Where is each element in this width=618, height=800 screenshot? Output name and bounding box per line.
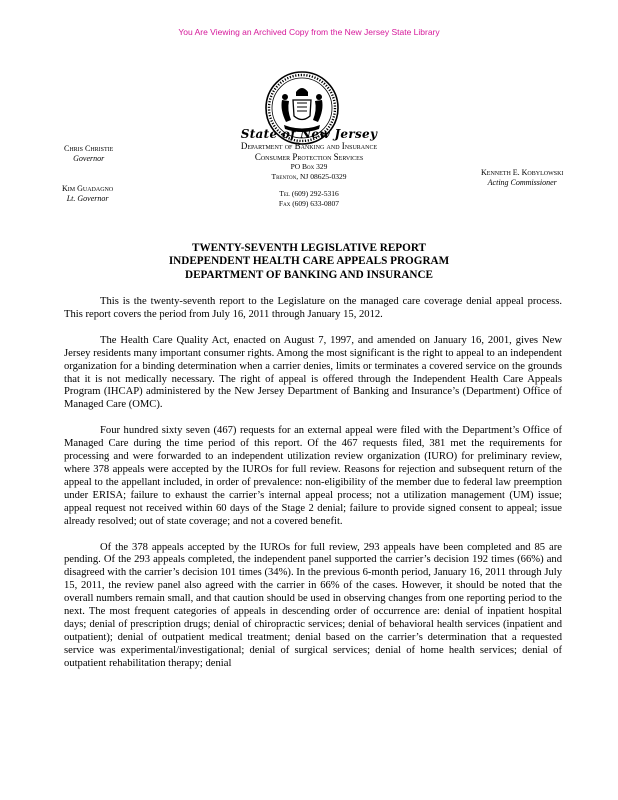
po-box: PO Box 329 xyxy=(290,162,328,171)
letterhead xyxy=(190,128,428,209)
commissioner-block xyxy=(481,168,563,187)
lt-governor-name: Kim Guadagno xyxy=(62,184,114,193)
department-name: Department of Banking and Insurance xyxy=(240,141,378,151)
fax: Fax (609) 633-0807 xyxy=(278,199,340,208)
report-title-line: TWENTY-SEVENTH LEGISLATIVE REPORT xyxy=(192,242,426,254)
body-paragraph: Of the 378 appeals accepted by the IUROs for full review, 293 appeals have been completed and 85 are pending. Of the 293 appeals completed, the independent panel supported the carrier’s decision 192 times (66%) and disagreed with the carrier’s decision 101 times (34%). In the previous 6-month period, January 16, 2011 through July 15, 2011, the review panel also agreed with the carrier in 66% of the cases. However, it should be noted that the overall numbers remain small, and that caution should be used in observing changes from one reporting period to the next. The most frequent categories of appeals in descending order of occurrence are: denial of inpatient hospital days; denial of prescription drugs; denial of chiropractic services; denial of behavioral health services (inpatient and outpatient); denial of outpatient medical treatment; denial based on the carrier’s determination that a requested service was experimental/investigational; denial of surgical services; denial of home health services; denial of outpatient rehabilitation therapy; denial xyxy=(64,541,562,669)
city-address: Trenton, NJ 08625-0329 xyxy=(271,172,347,181)
commissioner-title: Acting Commissioner xyxy=(487,177,557,187)
report-body xyxy=(64,296,562,684)
state-name: State of New Jersey xyxy=(240,127,378,141)
governor-title: Governor xyxy=(73,153,105,163)
commissioner-name: Kenneth E. Kobylowski xyxy=(481,168,564,177)
governor-name: Chris Christie xyxy=(64,144,114,153)
report-title-line: INDEPENDENT HEALTH CARE APPEALS PROGRAM xyxy=(168,255,450,268)
lt-governor-block xyxy=(62,184,113,203)
division-name: Consumer Protection Services xyxy=(254,151,364,162)
report-title-line: DEPARTMENT OF BANKING AND INSURANCE xyxy=(184,268,434,281)
body-paragraph: Four hundred sixty seven (467) requests for an external appeal were filed with the Department’s Office of Managed Care during the time period of this report. Of the 467 requests filed, 381 met the requirements for processing and were forwarded to an independent utilization review organization (IURO) for preliminary review, where 378 appeals were accepted by the IUROs for full review. Reasons for rejection and subsequent return of the appeal to the appellant included, in order of prevalence: non-eligibility of the member due to federal law preemption under ERISA; failure to exhaust the carrier’s internal appeal process; not a utilization management (UM) issue; appeal request not received within 60 days of the Stage 2 denial; failure to provide signed consent to appeal; issue already resolved; out of state coverage; and not a covered benefit. xyxy=(64,425,562,527)
telephone: Tel (609) 292-5316 xyxy=(279,189,339,198)
report-titles xyxy=(0,242,618,282)
body-paragraph: This is the twenty-seventh report to the Legislature on the managed care coverage denial appeal process. This report covers the period from July 16, 2011 through January 15, 2012. xyxy=(64,296,562,320)
archive-banner: You Are Viewing an Archived Copy from the New Jersey State Library xyxy=(178,27,440,37)
lt-governor-title: Lt. Governor xyxy=(66,193,109,203)
governor-block xyxy=(64,144,113,163)
body-paragraph: The Health Care Quality Act, enacted on August 7, 1997, and amended on January 16, 2001, gives New Jersey residents many important consumer rights. Among the most significant is the right to appeal to an independent organization for a binding determination when a carrier denies, limits or terminates a covered service on the grounds that it is not medically necessary. The right of appeal is offered through the Independent Health Care Appeals Program (IHCAP) administered by the New Jersey Department of Banking and Insurance’s (Department) Office of Managed Care (OMC). xyxy=(64,334,562,411)
